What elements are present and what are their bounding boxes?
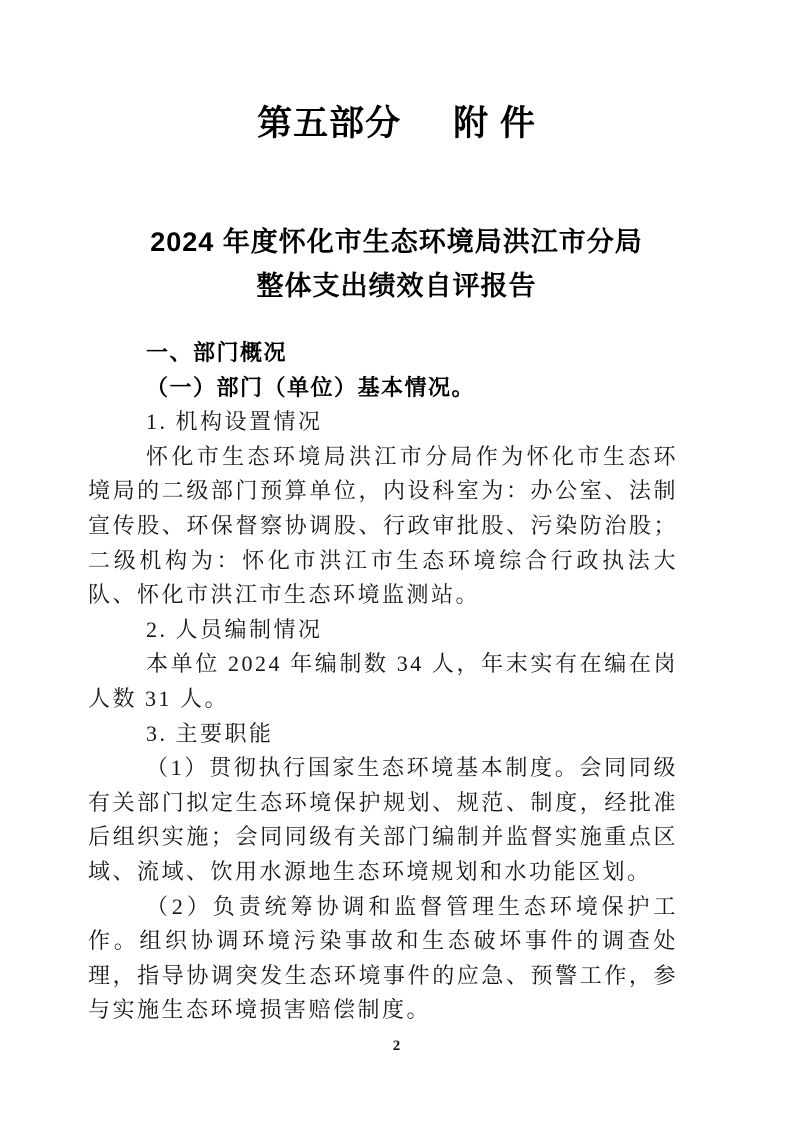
paragraph-staffing: 本单位 2024 年编制数 34 人，年末实有在编在岗人数 31 人。 xyxy=(88,651,678,711)
page-number: 2 xyxy=(392,1038,401,1054)
report-title-line1: 2024 年度怀化市生态环境局洪江市分局 xyxy=(150,227,643,257)
part-title xyxy=(0,0,793,145)
part-title-label: 第五部分 xyxy=(257,104,402,143)
paragraph-function-1: （1）贯彻执行国家生态环境基本制度。会同同级有关部门拟定生态环境保护规划、规范、制度，经批准后组织实施；会同同级有关部门编制并监督实施重点区域、流域、饮用水源地生态环境规划和水功能区划。 xyxy=(88,755,678,884)
paragraph-function-2: （2）负责统筹协调和监督管理生态环境保护工作。组织协调环境污染事故和生态破坏事件的调查处理，指导协调突发生态环境事件的应急、预警工作，参与实施生态环境损害赔偿制度。 xyxy=(88,893,678,1023)
item-heading-main-functions: 3. 主要职能 xyxy=(146,720,274,746)
report-title-line2: 整体支出绩效自评报告 xyxy=(256,271,537,301)
section-heading-overview: 一、部门概况 xyxy=(146,340,288,365)
item-heading-org-setup: 1. 机构设置情况 xyxy=(146,409,323,435)
subsection-heading-basic-info: （一）部门（单位）基本情况。 xyxy=(146,374,476,400)
paragraph-org-setup: 怀化市生态环境局洪江市分局作为怀化市生态环境局的二级部门预算单位，内设科室为：办公室、法制宣传股、环保督察协调股、行政审批股、污染防治股；二级机构为：怀化市洪江市生态环境综合行政执法大队、怀化市洪江市生态环境监测站。 xyxy=(88,443,678,608)
item-heading-staffing: 2. 人员编制情况 xyxy=(146,616,323,642)
part-title-suffix: 附 件 xyxy=(453,104,536,143)
document-body xyxy=(88,336,678,1028)
report-title xyxy=(0,220,793,308)
